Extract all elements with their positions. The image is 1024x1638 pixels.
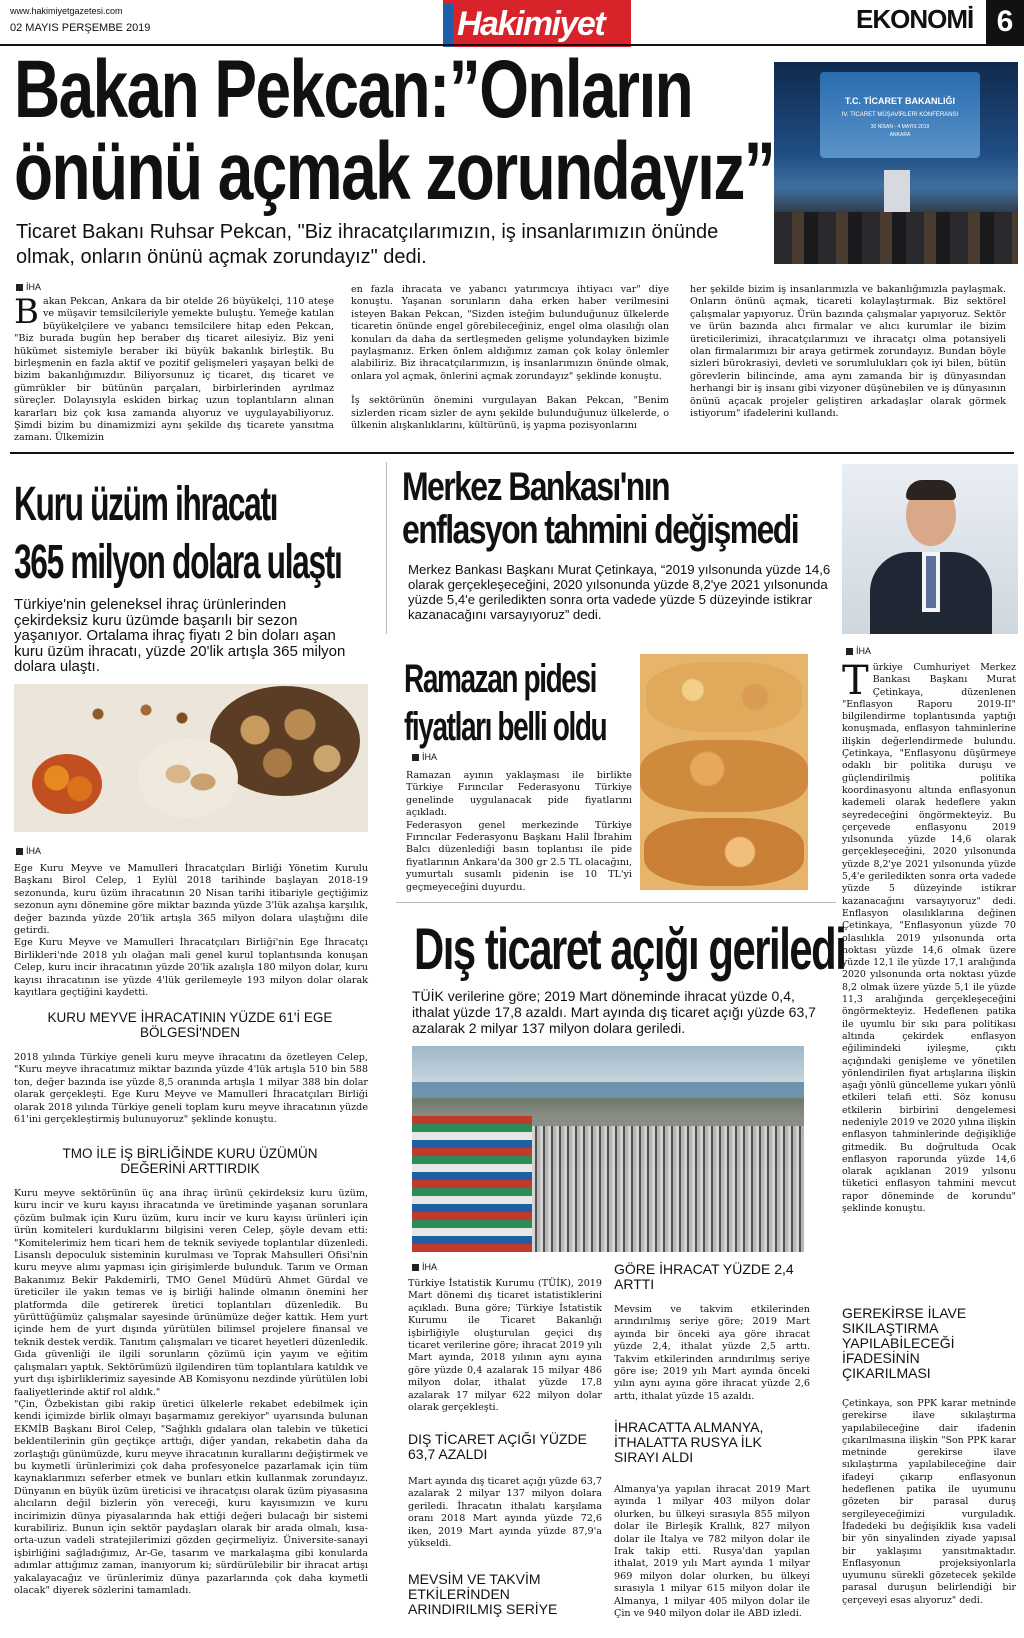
article1-lead: Ticaret Bakanı Ruhsar Pekcan, "Biz ihracatçılarımızın, iş insanlarımızın önünde olmak, onların önünü açmak zorundayız" dedi.	[16, 221, 719, 268]
dried-fruit-photo	[14, 684, 368, 832]
article2-lead: Türkiye'nin geleneksel ihraç ürünlerinden çekirdeksiz kuru üzümde başarılı bir sezon yaşanıyor. Ortalama ihraç fiyatı 2 bin doları aşan kuru üzüm ihracatı, yüzde 20'lik artışla 365 milyon dolara ulaştı.	[14, 596, 346, 675]
car-lots	[532, 1126, 804, 1252]
logo-stripe-left	[443, 3, 453, 47]
conference-photo	[774, 62, 1018, 264]
article5-source: İHA	[412, 1262, 437, 1272]
article2-source: İHA	[16, 846, 41, 856]
article3-lead: Merkez Bankası Başkanı Murat Çetinkaya, “2019 yılsonunda yüzde 14,6 olarak gerçekleşeceğini, 2020 yılsonunda yüzde 8,2'ye 2021 yılsonunda yüzde 5,4'e geriledikten sonra orta vadede yüzde 5 düzeyinde istikrar kazanacağını varsayıyoruz” dedi.	[408, 562, 831, 622]
article5-body-part2: Mart ayında dış ticaret açığı yüzde 63,7 azalarak 2 milyar 137 milyon dolara geriledi. İhracatın ithalatı karşılama oranı 2018 Mart ayında yüzde 72,6 iken, 2019 Mart ayında yüzde 87,9'a yükseldi.	[408, 1476, 603, 1550]
article2-headline-line2: 365 milyon dolara ulaştı	[14, 536, 342, 589]
divider-mid	[396, 902, 836, 903]
article5-lead: TÜİK verilerine göre; 2019 Mart döneminde ihracat yüzde 0,4, ithalat yüzde 17,8 azaldı. Mart ayında dış ticaret açığı yüzde 63,7 azalarak 2 milyar 137 milyon dolara geriledi.	[412, 988, 816, 1036]
port-containers-photo	[412, 1046, 804, 1252]
article3-body: Türkiye Cumhuriyet Merkez Bankası Başkanı Murat Çetinkaya, düzenlenen "Enflasyon Raporu 2019-II" bilgilendirme toplantısında yaptığı konuşmada, enflasyon tahminlerine ilişkin değerlendirmede bulundu. Çetinkaya, "Enflasyonu düşürmeye odaklı bir politika duruşu ve güçlendirilmiş politika koordinasyonu altında enflasyonun kademeli olarak hedeflere yakın seyredeceğini öngörmekteyiz. Bu çerçevede enflasyonu 2019 yılsonunda yüzde 14,6 olarak gerçekleşeceğini, 2020 yılsonunda yüzde 8,2'ye 2021 yılsonunda yüzde 5,4'e geriledikten sonra orta vadede yüzde 5 düzeyinde istikrar kazanacağını varsayıyoruz" dedi. Enflasyon olasılıklarına değinen Çetinkaya, "Enflasyonun yüzde 70 olasılıkla 2019 yılsonunda orta noktası yüzde 14,6 olmak üzere yüzde 12,1 ile yüzde 17,1 aralığında 2020 yılsonunda orta noktası yüzde 8,2 olmak üzere yüzde 5,1 ile yüzde 11,3 aralığında gerçekleşeceğini öngörmekteyiz. Hedeflenen patika ile uyumlu bir sıkı para politikası altında çekirdek enflasyon eğilimindeki iyileşme, çıktı açığındaki genişleme ve yönetilen yönlendirilen fiyat artışlarına ilişkin aşağı yönlü güncelleme yukarı yönlü etkileri telafi etti. Söz konusu etkilerin birbirini dengelemesi nedeniyle 2019 ve 2020 yılına ilişkin enflasyon tahminlerinde değişikliğe gitmedik. Bu doğrultuda Ocak enflasyon raporunda yüzde 14,6 olarak açıklanan 2019 yılsonu tüketici enflasyon tahmini mevcut rapor döneminde de korundu" şeklinde konuştu.	[842, 658, 1016, 1215]
photo-sign-line4: ANKARA	[889, 132, 911, 138]
article3-headline-line1: Merkez Bankası'nın	[402, 465, 669, 509]
article4-headline-line1: Ramazan pidesi	[404, 657, 597, 701]
podium	[884, 170, 910, 216]
portrait-hair	[906, 480, 956, 500]
article3-dropcap: T	[842, 658, 869, 704]
article2-body-part2: 2018 yılında Türkiye geneli kuru meyve ihracatını da özetleyen Celep, "Kuru meyve ihracatımız miktar bazında yüzde 4'lük artışla 510 bin 588 ton, değer bazında ise yüzde 8,5 oranında artışla 1 milyar 388 bin dolar olarak gerçekleşti. Ege Kuru Meyve ve Mamulleri İhracatçıları Birliği olarak 2018 yılında Türkiye geneli toplam kuru meyve ihracatının yüzde 61'ini gerçekleştirmiş bulunuyoruz" şeklinde konuştu.	[14, 1052, 368, 1126]
pide-bottom	[644, 818, 804, 886]
article1-column3: her şekilde bizim iş insanlarımızla ve bakanlığımızla paylaşmak. Onların önünü açmak, ticareti kolaylaştırmak. Biz sektörel çalışmalar yapıyoruz. Ürün bazında çalışmalar yapıyoruz. Sektör ve ürün bazında alıcı firmalar ve alıcı kurumlar ile bizim üreticilerimizi, ihracatçılarımızı ve ihracatçı olma potansiyeli olan firmalarımızı bir araya getirmek zorundayız. Bundan böyle sizleri bürokrasiyi, devleti ve sorumlulukları çok iyi bilen, bütün görevlerin bilincinde, ama aynı zamanda bir iş dünyasından herhangi bir iş insanı gibi vizyoner düşünebilen ve iş dünyasının önünü açacak projeler geliştiren arkadaşlar olarak görmek istiyorum" ifadelerini kullandı.	[690, 284, 1006, 420]
article1-dropcap: B	[14, 292, 39, 332]
article1-column1: Bakan Pekcan, Ankara da bir otelde 26 büyükelçi, 110 ateşe ve müşavir temsilcileriyle yemekte buluştu. Yemeğe katılan büyükelçilere ve yabancı temsilcilere hitap eden Pekcan, "Biz burada bugün hep beraber dış ticaret ailesiyiz. Biz yeni hükümet sistemiyle beraber iki büyük bakanlık birleştik. Bu birleşmenin en fazla aktif ve pozitif gelişmeleri yaşayan belki de bizim bakanlığımızdır. Biliyorsunuz iç ticaret, dış ticaret ve gümrükler bir bütünün parçaları, birbirlerinden ayrılmaz süreçler. Dolayısıyla eskiden birkaç uzun toplantıların alınan kararları biz çok kısa zamanda alıyoruz ve uygulayabiliyoruz. Şimdi bizim bu dinamizmizi aynı şekilde dış ticarete yansıtma zamanı. Ülkemizin	[14, 292, 334, 444]
logo-text: Hakimiyet	[457, 5, 605, 43]
article1-headline-line1: Bakan Pekcan:”Onların	[14, 44, 693, 135]
photo-sign-line1: T.C. TİCARET BAKANLIĞI	[845, 96, 955, 106]
article5-subheading3: GÖRE İHRACAT YÜZDE 2,4 ARTTI	[614, 1261, 794, 1292]
article2-subheading2: TMO İLE İŞ BİRLİĞİNDE KURU ÜZÜMÜN DEĞERİNİ ARTTIRDIK	[62, 1146, 318, 1176]
article5-headline: Dış ticaret açığı geriledi	[414, 917, 846, 982]
article4-body: Ramazan ayının yaklaşması ile birlikte Türkiye Fırıncılar Federasyonu Türkiye genelinde uygulanacak pide fiyatlarını açıkladı. Federasyon genel merkezinde Türkiye Fırıncılar Federasyonu Başkanı Halil İbrahim Balcı düzenlediği basın toplantısı ile pide fiyatlarının Ankara'da 300 gr 2.5 TL olacağını, yumurtalı susamlı pidenin ise 10 TL'yi geçmeyeceğini duyurdu.	[406, 770, 632, 893]
article3-headline-line2: enflasyon tahmini değişmedi	[402, 508, 799, 552]
container-stacks	[412, 1116, 532, 1252]
article5-body-part3: Mevsim ve takvim etkilerinden arındırılmış seriye göre; 2019 Mart ayında bir önceki aya göre ihracat yüzde 2,4, ithalat yüzde 2,5 arttı. Takvim etkilerinden arındırılmış seriye göre ise; 2019 yılı Mart ayında önceki yılın aynı ayına göre ihracat yüzde 2,6 arttı, ithalat yüzde 15 azaldı.	[614, 1304, 810, 1402]
issue-date: 02 MAYIS PERŞEMBE 2019	[10, 22, 151, 34]
site-url[interactable]: www.hakimiyetgazetesi.com	[10, 6, 123, 16]
scattered-nuts	[74, 694, 194, 734]
almond-bowl	[138, 738, 238, 818]
page-number: 6	[986, 0, 1024, 44]
article1-source: İHA	[16, 282, 41, 292]
article2-headline-line1: Kuru üzüm ihracatı	[14, 478, 278, 531]
photo-sign-line3: 30 NİSAN - 4 MAYIS 2019	[870, 124, 930, 130]
pide-bread-photo	[640, 654, 808, 890]
apricots	[32, 754, 102, 814]
article5-subheading1: DIŞ TİCARET AÇIĞI YÜZDE 63,7 AZALDI	[408, 1431, 587, 1462]
portrait-tie	[926, 556, 936, 608]
divider-top	[10, 452, 1014, 454]
article5-body-part1: Türkiye İstatistik Kurumu (TÜİK), 2019 Mart dönemi dış ticaret istatistiklerini açıkladı. Buna göre; Türkiye İstatistik Kurumu ile Ticaret Bakanlığı işbirliğiyle oluşturulan geçici dış ticaret verilerine göre; ihracat 2019 yılı Mart ayında, 2018 yılının aynı ayına göre yüzde 0,4 azalarak 15 milyar 486 milyon dolar, ithalat yüzde 17,8 azalarak 17 milyar 622 milyon dolar olarak gerçekleşti.	[408, 1278, 602, 1414]
photo-sign-line2: IV. TİCARET MÜŞAVİRLERİ KONFERANSI	[841, 112, 959, 118]
article3-source: İHA	[846, 646, 871, 656]
section-title: EKONOMİ	[856, 4, 974, 34]
article5-subheading2: MEVSİM VE TAKVİM ETKİLERİNDEN ARINDIRILMIŞ SERİYE	[408, 1571, 558, 1617]
pide-middle	[640, 740, 808, 812]
article5-body-part4: Almanya'ya yapılan ihracat 2019 Mart ayında 1 milyar 403 milyon dolar olurken, bu ülkeyi sırasıyla 855 milyon dolar ile Birleşik Krallık, 827 milyon dolar ile İtalya ve 782 milyon dolar ile Irak takip etti. Rusya'dan yapılan ithalat, 2019 yılı Mart ayında 1 milyar 969 milyon dolar olurken, bu ülkeyi sırasıyla 1 milyar 615 milyon dolar ile Almanya, 1 milyar 405 milyon dolar ile Çin ve 940 milyon dolar ile ABD izledi.	[614, 1484, 810, 1620]
audience	[774, 212, 1018, 264]
sea	[412, 1082, 804, 1098]
cetinkaya-portrait	[842, 464, 1018, 634]
article1-column2: en fazla ihracata ve yabancı yatırımcıya ihtiyacı var" diye konuştu. Yaşanan sorunların daha erken haber verilmesini isteyen Bakan Pekcan, "Sizden isteğim bulunduğunuz ülkelerde ticaretin önünde engel görebileceğiniz, engel olma olasılığı olan konuları da daha da sertleşmeden gelişme yolundayken bizimle paylaşmanız. Erken önlem aldığımız zaman çok kolay önlemler alabiliriz. Biz ihracatçılarımızın, iş insanlarımızın önünde olmak, onlara yol açmak, önlerini açmak zorundayız" şeklinde konuştu. İş sektörünün önemini vurgulayan Bakan Pekcan, "Benim sizlerden ricam sizler de aynı şekilde bulunduğunuz ülkelerde, o ülkenin alışkanlıklarını, kültürünü, iş yapma pozisyonlarını	[351, 284, 669, 432]
article3-body-part2: Çetinkaya, son PPK karar metninde gerekirse ilave sıkılaştırma yapılabileceğine dair ifadenin çıkarılmasına ilişkin "Son PPK karar metninde gerekirse ilave sıkılaştırma yapılabileceğine dair ifadeyi çıkarıp enflasyonun hedeflenen patika ile uyumunu gözeten bir parasal duruş sergileyeceğimizi vurguladık. İfadedeki bu değişiklik kısa vadeli bir yön sinyalinden ziyade yapısal bir yaklaşımı yansıtmaktadır. Enflasyonun projeksiyonlarla uyumunu sürekli gözetecek şekilde parasal duruşun belirlendiği bir çerçeveyi esas alıyoruz" dedi.	[842, 1398, 1016, 1606]
article2-subheading1: KURU MEYVE İHRACATININ YÜZDE 61'İ EGE BÖLGESİ'NDEN	[47, 1010, 333, 1040]
article1-headline-line2: önünü açmak zorundayız”	[14, 126, 775, 217]
newspaper-logo	[443, 0, 631, 47]
article4-headline-line2: fiyatları belli oldu	[404, 705, 607, 749]
article2-body-part1: Ege Kuru Meyve ve Mamulleri İhracatçıları Birliği Yönetim Kurulu Başkanı Birol Celep, 1 Eylül 2018 tarihinde başlayan 2018-19 sezonunda, kuru üzüm ihracatının 20 Nisan tarihi itibariyle geçtiğimiz sezonun aynı dönemine göre miktar bazında yüzde 3'lük azalışa karşılık, değer bazında yüzde 20'lik artışla 365 milyon dolara ulaştığını dile getirdi. Ege Kuru Meyve ve Mamulleri İhracatçıları Birliği'nin Ege İhracatçı Birlikleri'nde 2018 yılı olağan mali genel kurul toplantısında konuşan Celep, kuru incir ihracatının yüzde 20'lik azalışla 180 milyon dolar, kuru kayısı ihracatının ise yüzde 4'lük gerilemeyle 193 milyon dolar olarak kayıtlara geçtiğini kaydetti.	[14, 863, 368, 999]
article3-subheading: GEREKİRSE İLAVE SIKILAŞTIRMA YAPILABİLECEĞİ İFADESİNİN ÇIKARILMASI	[842, 1305, 967, 1381]
article5-subheading4: İHRACATTA ALMANYA, İTHALATTA RUSYA İLK SIRAYI ALDI	[614, 1419, 764, 1465]
article4-source: İHA	[412, 752, 437, 762]
pide-top	[646, 662, 802, 732]
article2-body-part3: Kuru meyve sektörünün üç ana ihraç ürünü çekirdeksiz kuru üzüm, kuru incir ve kuru kayısı ihracatında ve üretiminde yaşanan sorunlara çözüm bulmak için Kuru üzüm, kuru incir ve kuru kayısı ürünleri için ürün komiteleri kurduklarını bilgisini veren Celep, şöyle devam etti: "Komitelerimiz hem ticari hem de teknik seviyede toplantılar düzenledi. Lisanslı depoculuk sisteminin kurulması ve Toprak Mahsulleri Ofisi'nin kuru meyve alımı yapması için girişimlerde bulunduk. Tarım ve Orman Bakanımız Bekir Pakdemirli, TMO Genel Müdürü Ahmet Gürdal ve üreticiler ile yakın temas ve iş birliği halinde olmanın önemini her platformda dile getirerek üretici toplantıları düzenledik. Bu yürüttüğümüz çalışmalar sayesinde ürünümüze değer kattık. Hem yurt içinde hem de yurt dışında yürütülen bilimsel projelere finansal ve teknik destek verdik. Tanıtım çalışmaları ve ticaret heyetleri düzenledik. Gıda güvenliği ile ilgili sorunların çözümü için yayım ve eğitim çalışmaları yaptık. Sektörümüzü ilgilendiren tüm toplantılara katıldık ve yurt dışı işbirliklerimiz sayesinde AB Komisyonu nezdinde yürütülen lobi faaliyetlerinde aktif rol aldık." "Çin, Özbekistan gibi rakip üretici ülkelerle rekabet edebilmek için kendi içimizde birlik olmayı başarmamız gerekiyor" uyarısında bulunan EKMİB Başkanı Birol Celep, "Sağlıklı gıdalara olan talebin ve tüketici beklentilerinin gün geçtikçe arttığı, diğer yandan, rekabetin daha da zorlaştığı günümüzde, kuru meyve ihracatının kurallarını değiştirmek ve bu kıymetli ürünlerimizi çok daha profesyonelce pazarlamak için tüm kaynaklarımızı seferber etmek ve bunları etkin kullanmak zorundayız. Dünyanın en büyük üzüm üreticisi ve ihracatçısı olarak üzüm piyasasına alıcıların değil bizlerin yön vereceği, kuru kayısımızın ve kuru incirimizin dünya piyasalarında hak ettiği değeri bulacağı bir sistemi kurabiliriz. Bunun için sektör paydaşları olarak bir arada olmalı, kısa-orta-uzun vadeli stratejilerimizi gözden geçirmeliyiz. Üniversite-sanayi işbirliğini sağladığımız, Ar-Ge, tasarım ve markalaşma gibi konularda adımlar attığımız zaman, inanıyorum ki; sürdürülebilir bir ihracat artışı yakalayacağız ve ürünlerimiz dünya pazarlarında çok daha kıymetli olacak" diyerek sözlerini tamamladı.	[14, 1188, 368, 1596]
